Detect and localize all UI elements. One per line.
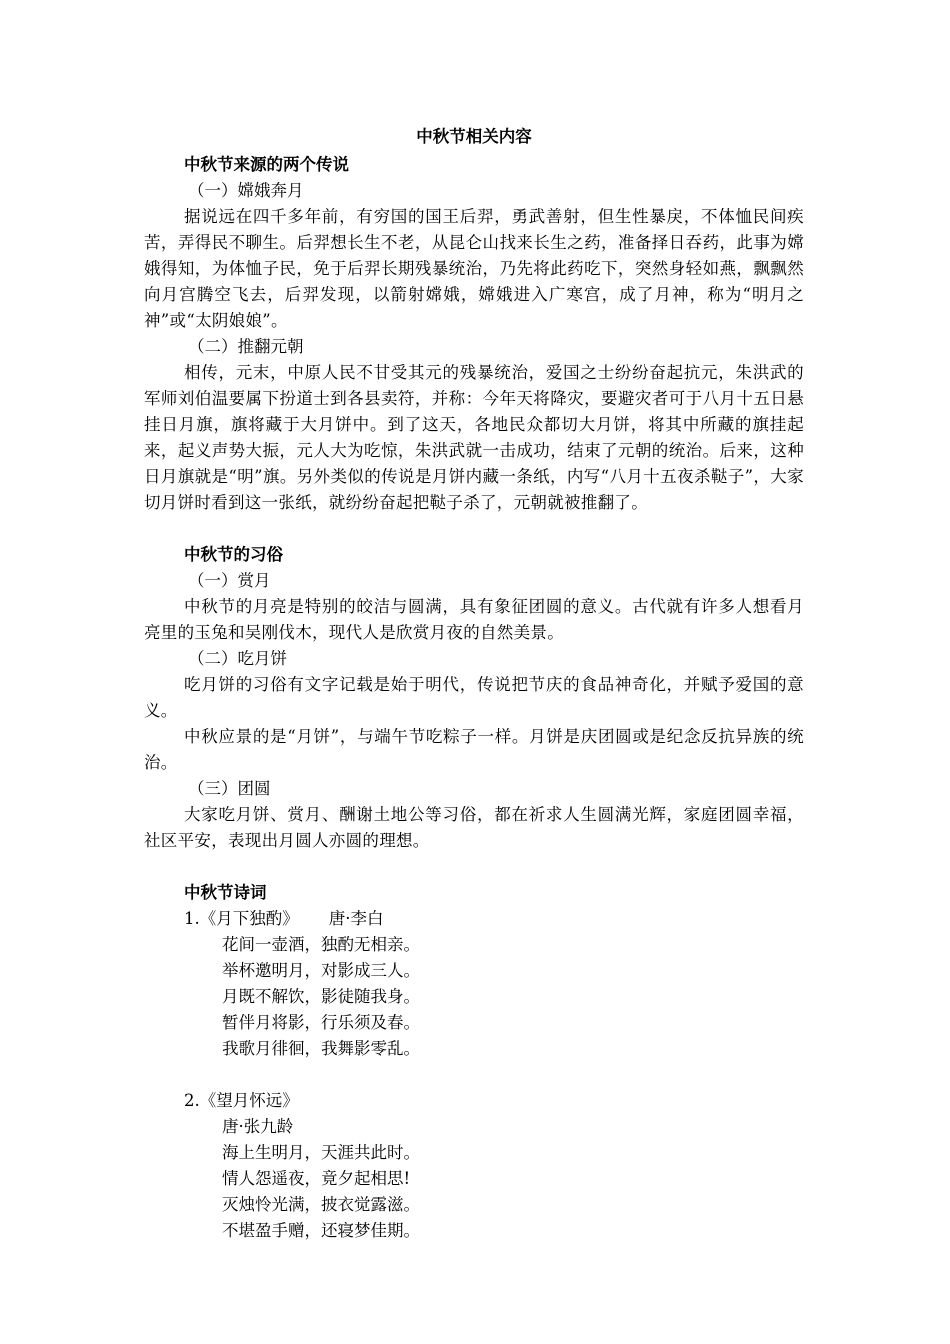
document-page (144, 124, 804, 1244)
subheading-change-flies-to-moon: （一）嫦娥奔月 (188, 181, 304, 200)
poem-2-line: 海上生明月，天涯共此时。 (222, 1143, 420, 1162)
subheading-moon-viewing: （一）赏月 (188, 571, 271, 590)
poem-2-line: 灭烛怜光满，披衣觉露滋。 (222, 1195, 420, 1214)
poem-1-line: 我歌月徘徊，我舞影零乱。 (222, 1039, 420, 1058)
poem-2-line: 不堪盈手赠，还寝梦佳期。 (222, 1221, 420, 1240)
section-heading-legends: 中秋节来源的两个传说 (184, 155, 349, 174)
paragraph-moon-viewing: 中秋节的月亮是特别的皎洁与圆满，具有象征团圆的意义。古代就有许多人想看月亮里的玉兔和吴刚伐木，现代人是欣赏月夜的自然美景。 (144, 597, 804, 642)
blank-line (144, 1062, 804, 1088)
paragraph-mooncakes-origin: 吃月饼的习俗有文字记载是始于明代，传说把节庆的食品神奇化，并赋予爱国的意义。 (144, 675, 804, 720)
subheading-reunion: （三）团圆 (188, 779, 271, 798)
poem-2-line: 情人怨遥夜，竟夕起相思! (222, 1169, 411, 1188)
poem-author-1: 唐·李白 (328, 909, 384, 928)
blank-line (144, 516, 804, 542)
subheading-overthrow-yuan: （二）推翻元朝 (188, 337, 304, 356)
paragraph-reunion: 大家吃月饼、赏月、酬谢土地公等习俗，都在祈求人生圆满光辉，家庭团圆幸福，社区平安，表现出月圆人亦圆的理想。 (144, 805, 804, 850)
paragraph-mooncakes-meaning: 中秋应景的是“月饼”，与端午节吃粽子一样。月饼是庆团圆或是纪念反抗异族的统治。 (144, 727, 804, 772)
section-heading-poems: 中秋节诗词 (184, 883, 267, 902)
poem-1-line: 举杯邀明月，对影成三人。 (222, 961, 420, 980)
poem-title-1 (144, 906, 804, 932)
document-title: 中秋节相关内容 (416, 127, 532, 146)
poem-1-line: 花间一壶酒，独酌无相亲。 (222, 935, 420, 954)
poem-1-line: 暂伴月将影，行乐须及春。 (222, 1013, 420, 1032)
paragraph-change-legend: 据说远在四千多年前，有穷国的国王后羿，勇武善射，但生性暴戾，不体恤民间疾苦，弄得民不聊生。后羿想长生不老，从昆仑山找来长生之药，准备择日吞药，此事为嫦娥得知，为体恤子民，免于后羿长期残暴统治，乃先将此药吃下，突然身轻如燕，飘飘然向月宫腾空飞去，后羿发现，以箭射嫦娥，嫦娥进入广寒宫，成了月神，称为“明月之神”或“太阴娘娘”。 (144, 207, 804, 330)
poem-title-1-text: 1.《月下独酌》 (184, 909, 299, 928)
subheading-mooncakes: （二）吃月饼 (188, 649, 287, 668)
poem-title-2: 2.《望月怀远》 (184, 1091, 299, 1110)
poem-author-2: 唐·张九龄 (222, 1117, 294, 1136)
paragraph-overthrow-yuan: 相传，元末，中原人民不甘受其元的残暴统治，爱国之士纷纷奋起抗元，朱洪武的军师刘伯温要属下扮道士到各县卖符，并称：今年天将降灾，要避灾者可于八月十五日悬挂日月旗，旗将藏于大月饼中。到了这天，各地民众都切大月饼，将其中所藏的旗挂起来，起义声势大振，元人大为吃惊，朱洪武就一击成功，结束了元朝的统治。后来，这种日月旗就是“明”旗。另外类似的传说是月饼内藏一条纸，内写“八月十五夜杀鞑子”，大家切月饼时看到这一张纸，就纷纷奋起把鞑子杀了，元朝就被推翻了。 (144, 363, 804, 512)
poem-1-line: 月既不解饮，影徒随我身。 (222, 987, 420, 1006)
section-heading-customs: 中秋节的习俗 (184, 545, 283, 564)
blank-line (144, 854, 804, 880)
